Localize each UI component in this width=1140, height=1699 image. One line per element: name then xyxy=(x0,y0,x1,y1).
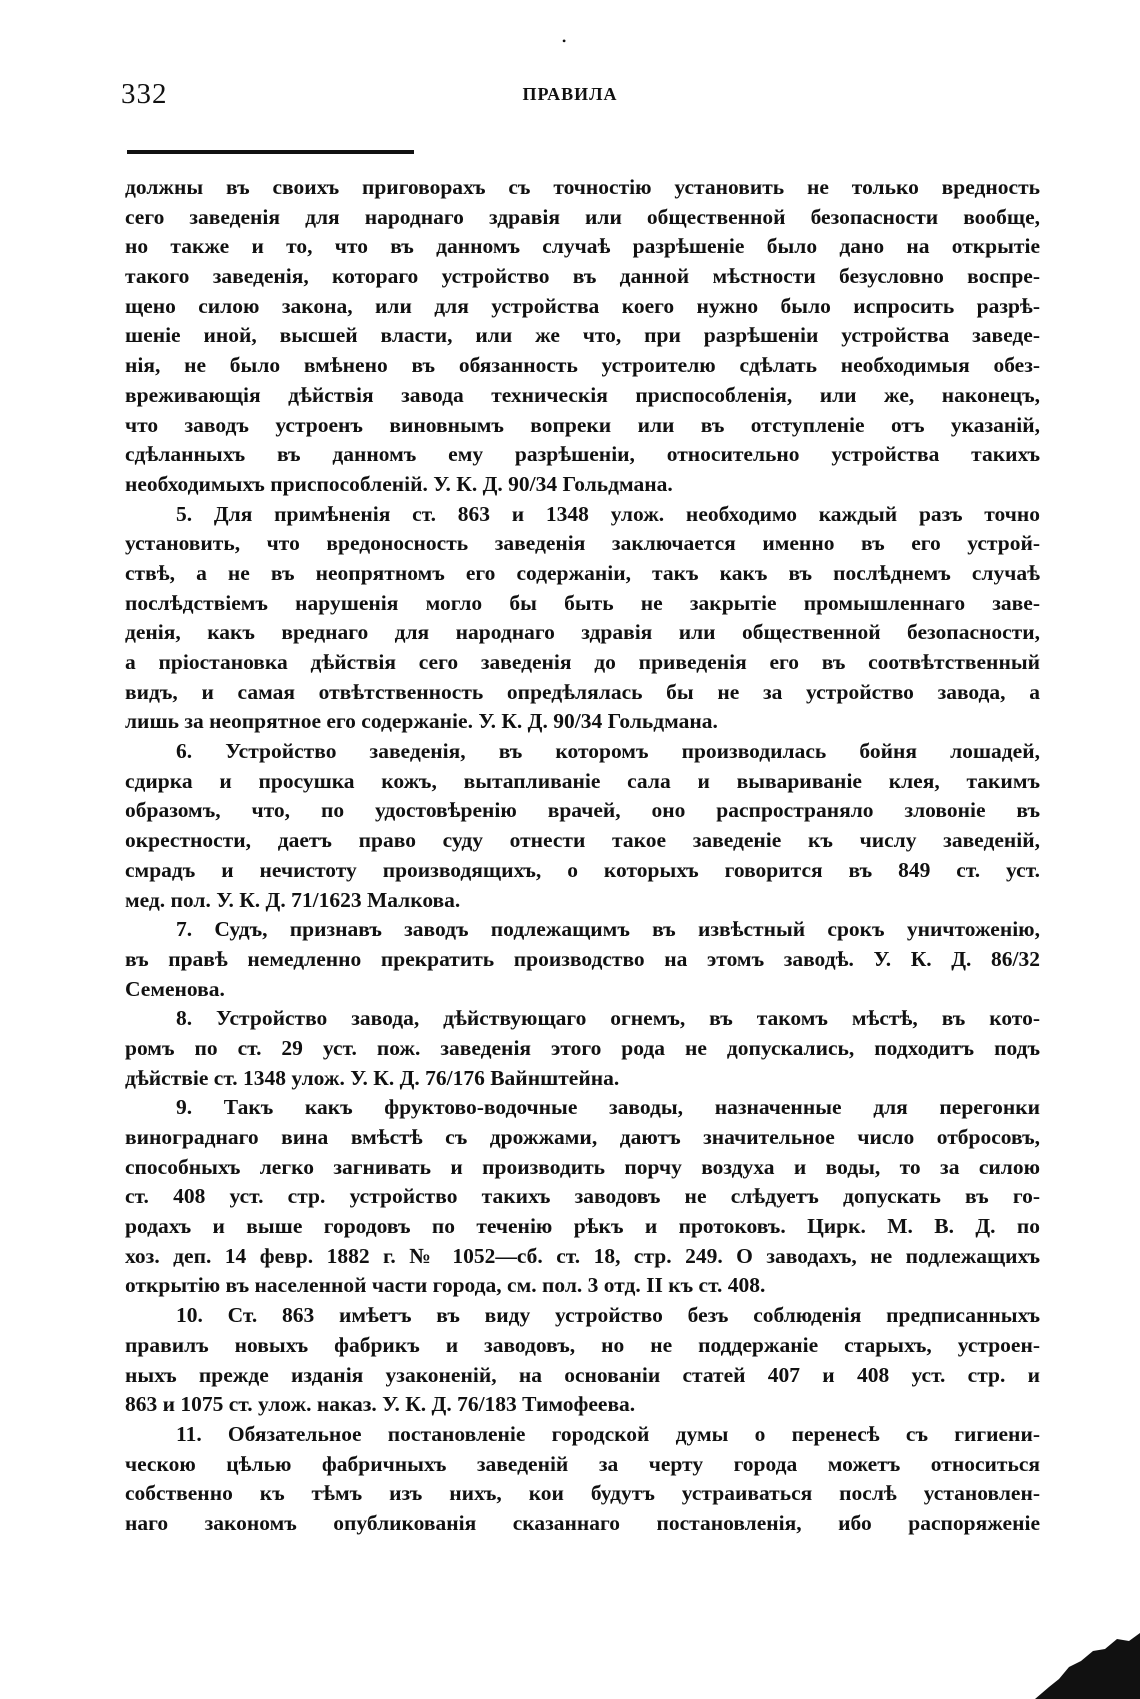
text-line: лишь за неопрятное его содержаніе. У. К. Д. 90/34 Гольдмана. xyxy=(125,709,718,734)
text-line: но также и то, что въ данномъ случаѣ разрѣшеніе было дано на открытіе xyxy=(125,234,1040,259)
page-dot-mark: • xyxy=(562,34,567,48)
text-line: а пріостановка дѣйствія сего заведенія до приведенія его въ соотвѣтственный xyxy=(125,650,1040,674)
text-line: ныхъ прежде изданія узаконеній, на основаніи статей 407 и 408 уст. стр. и xyxy=(125,1362,1040,1387)
text-line: ромъ по ст. 29 уст. пож. заведенія этого рода не допускались, подходитъ подъ xyxy=(125,1035,1040,1060)
paragraph-7-line: 7. Судъ, признавъ заводъ подлежащимъ въ извѣстный срокъ уничтоженію, xyxy=(176,917,1040,942)
text-line: способныхъ легко загнивать и производить порчу воздуха и воды, то за силою xyxy=(125,1154,1040,1179)
text-line: необходимыхъ приспособленій. У. К. Д. 90/34 Гольдмана. xyxy=(125,471,673,496)
paragraph-6-line: 6. Устройство заведенія, въ которомъ производилась бойня лошадей, xyxy=(176,739,1040,764)
text-line: ческою цѣлью фабричныхъ заведеній за черту города можетъ относиться xyxy=(125,1451,1040,1476)
text-line: родахъ и выше городовъ по теченію рѣкъ и протоковъ. Цирк. М. В. Д. по xyxy=(125,1214,1040,1239)
paragraph-11-line: 11. Обязательное постановленіе городской думы о перенесѣ съ гигиени- xyxy=(176,1421,1040,1446)
text-line: винограднаго вина вмѣстѣ съ дрожжами, даютъ значительное число отбросовъ, xyxy=(125,1125,1040,1149)
text-line: сдѣланныхъ въ данномъ ему разрѣшеніи, относительно устройства такихъ xyxy=(125,442,1040,467)
text-line: наго закономъ опубликованія сказаннаго постановленія, ибо распоряженіе xyxy=(125,1510,1040,1535)
text-line: хоз. деп. 14 февр. 1882 г. № 1052—сб. ст. 18, стр. 249. О заводахъ, не подлежащихъ xyxy=(125,1243,1040,1268)
text-line: вреживающія дѣйствія завода техническія приспособленія, или же, наконецъ, xyxy=(125,382,1040,407)
paragraph-5-line: 5. Для примѣненія ст. 863 и 1348 улож. необходимо каждый разъ точно xyxy=(176,501,1040,526)
text-line: ствѣ, а не въ неопрятномъ его содержаніи, такъ какъ въ послѣднемъ случаѣ xyxy=(125,560,1040,585)
header-rule xyxy=(127,150,414,154)
body-text xyxy=(125,173,1040,1539)
text-line: дѣйствіе ст. 1348 улож. У. К. Д. 76/176 Вайнштейна. xyxy=(125,1065,620,1090)
text-line: такого заведенія, котораго устройство въ данной мѣстности безусловно воспре- xyxy=(125,264,1040,289)
paragraph-10-line: 10. Ст. 863 имѣетъ въ виду устройство безъ соблюденія предписанныхъ xyxy=(176,1303,1040,1328)
running-title: ПРАВИЛА xyxy=(522,84,618,104)
text-line: послѣдствіемъ нарушенія могло бы быть не закрытіе промышленнаго заве- xyxy=(125,590,1040,615)
text-line: ст. 408 уст. стр. устройство такихъ заводовъ не слѣдуетъ допускать въ го- xyxy=(125,1184,1040,1209)
text-line: 863 и 1075 ст. улож. наказ. У. К. Д. 76/183 Тимофеева. xyxy=(125,1392,636,1417)
text-line: что заводъ устроенъ виновнымъ вопреки или въ отступленіе отъ указаній, xyxy=(125,412,1040,437)
scan-corner-mark xyxy=(1035,1629,1140,1699)
text-line: собственно къ тѣмъ изъ нихъ, кои будутъ устраиваться послѣ установлен- xyxy=(125,1481,1040,1506)
text-line: открытію въ населенной части города, см. пол. 3 отд. II къ ст. 408. xyxy=(125,1273,766,1298)
text-line: щено силою закона, или для устройства коего нужно было испросить разрѣ- xyxy=(125,293,1040,318)
text-line: смрадъ и нечистоту производящихъ, о которыхъ говорится въ 849 ст. уст. xyxy=(125,857,1040,882)
text-line: мед. пол. У. К. Д. 71/1623 Малкова. xyxy=(125,887,461,912)
text-line: Семенова. xyxy=(125,976,225,1001)
text-line: шеніе иной, высшей власти, или же что, при разрѣшеніи устройства заведе- xyxy=(125,323,1040,348)
text-line: видъ, и самая отвѣтственность опредѣлялась бы не за устройство завода, а xyxy=(125,679,1040,704)
page-number: 332 xyxy=(121,78,168,110)
text-line: денія, какъ вреднаго для народнаго здравія или общественной безопасности, xyxy=(125,620,1040,645)
text-line: должны въ своихъ приговорахъ съ точностію установить не только вредность xyxy=(125,175,1040,199)
paragraph-9-line: 9. Такъ какъ фруктово-водочные заводы, назначенные для перегонки xyxy=(176,1095,1040,1120)
text-line: образомъ, что, по удостовѣренію врачей, оно распространяло зловоніе въ xyxy=(125,798,1040,823)
text-line: въ правѣ немедленно прекратить производство на этомъ заводѣ. У. К. Д. 86/32 xyxy=(125,946,1040,971)
text-line: правилъ новыхъ фабрикъ и заводовъ, но не поддержаніе старыхъ, устроен- xyxy=(125,1332,1040,1357)
text-line: нія, не было вмѣнено въ обязанность устроителю сдѣлать необходимыя обез- xyxy=(125,353,1040,378)
text-line: окрестности, даетъ право суду отнести такое заведеніе къ числу заведеній, xyxy=(125,828,1040,853)
paragraph-8-line: 8. Устройство завода, дѣйствующаго огнемъ, въ такомъ мѣстѣ, въ кото- xyxy=(176,1006,1040,1031)
text-line: сдирка и просушка кожъ, вытапливаніе сала и вывариваніе клея, такимъ xyxy=(125,768,1040,793)
text-line: установить, что вредоносность заведенія заключается именно въ его устрой- xyxy=(125,531,1040,556)
text-line: сего заведенія для народнаго здравія или общественной безопасности вообще, xyxy=(125,204,1040,229)
